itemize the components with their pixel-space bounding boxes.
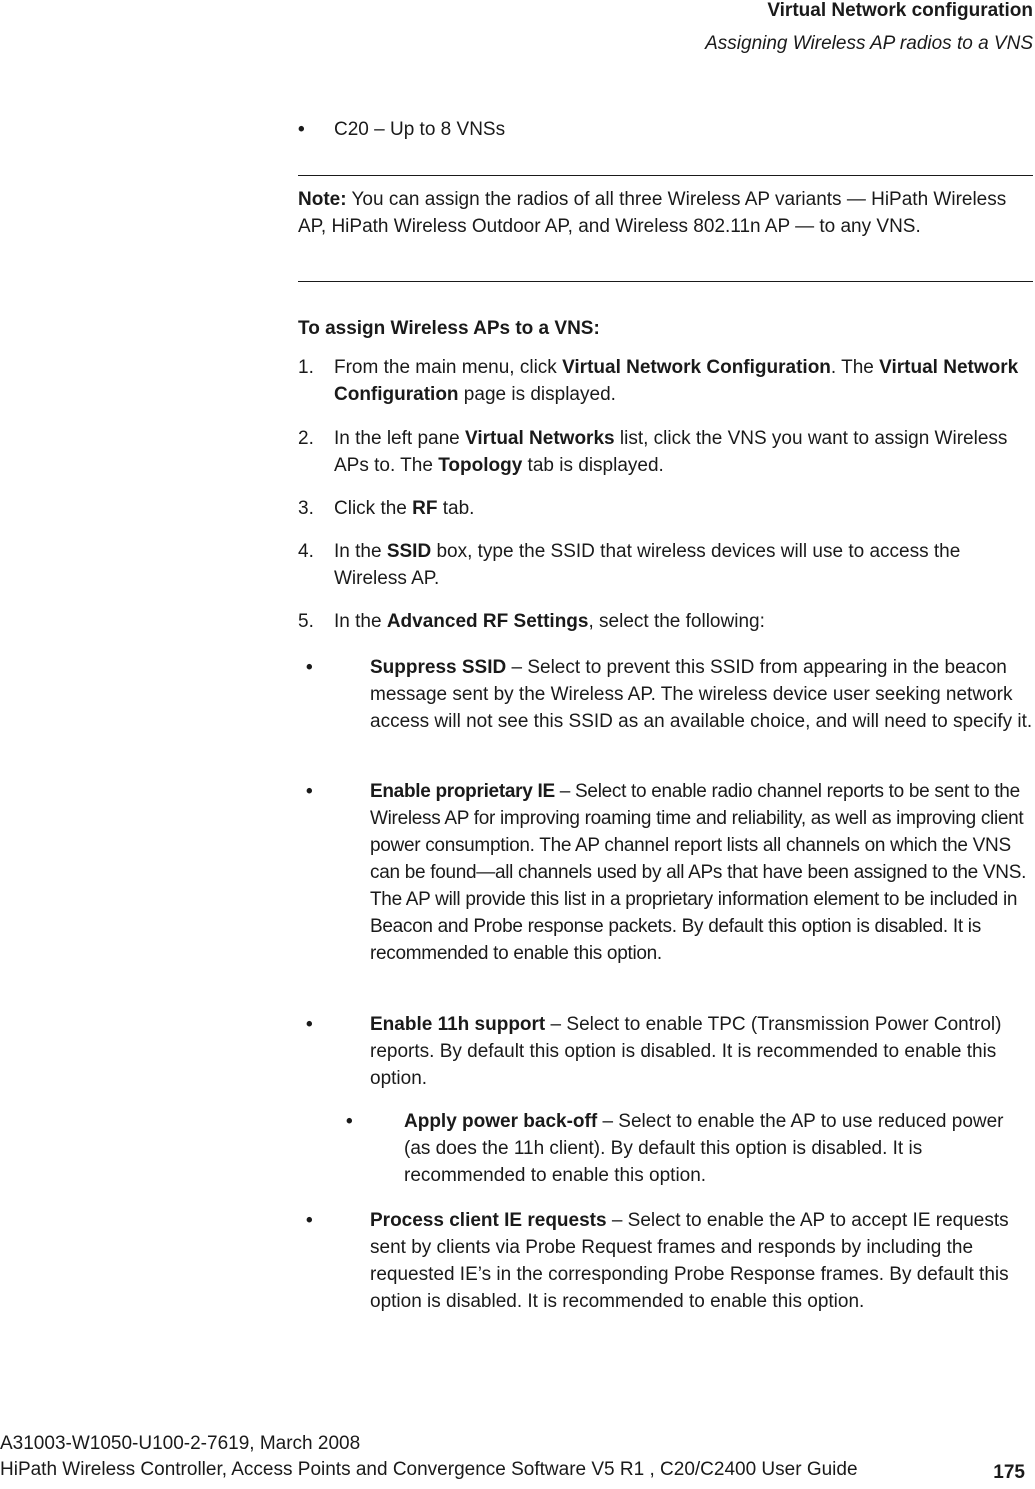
option-item: • Suppress SSID – Select to prevent this SSID from appearing in the beacon message sent by the Wireless AP. The wireless device user seeking network access will not see this SSID as an available choice, and will need to specify it.	[298, 654, 1033, 735]
bullet-icon: •	[306, 657, 313, 678]
footer-title: HiPath Wireless Controller, Access Points and Convergence Software V5 R1 , C20/C2400 User Guide	[0, 1459, 858, 1480]
ui-term: Virtual Network Configuration	[562, 357, 831, 378]
bullet-icon: •	[306, 1014, 313, 1035]
note-text: You can assign the radios of all three Wireless AP variants — HiPath Wireless AP, HiPath Wireless Outdoor AP, and Wireless 802.11n AP — to any VNS.	[298, 189, 1007, 237]
step-number: 5.	[298, 611, 314, 632]
step-item: 2. In the left pane Virtual Networks list, click the VNS you want to assign Wireless APs to. The Topology tab is displayed.	[298, 425, 1033, 479]
option-label: Process client IE requests	[370, 1210, 607, 1231]
ui-term: Topology	[438, 455, 523, 476]
step-number: 4.	[298, 541, 314, 562]
note-top-rule	[298, 175, 1033, 176]
option-label: Apply power back-off	[404, 1111, 598, 1132]
step-number: 3.	[298, 498, 314, 519]
procedure-title: To assign Wireless APs to a VNS:	[298, 318, 600, 339]
running-header-title: Virtual Network configuration	[767, 0, 1033, 21]
option-label: Suppress SSID	[370, 657, 507, 678]
note-bottom-rule	[298, 281, 1033, 282]
bullet-icon: •	[346, 1111, 353, 1132]
step-number: 2.	[298, 428, 314, 449]
page-number: 175	[993, 1462, 1025, 1483]
step-item: 1. From the main menu, click Virtual Network Configuration. The Virtual Network Configuration page is displayed.	[298, 354, 1033, 408]
step-item: 4. In the SSID box, type the SSID that wireless devices will use to access the Wireless AP.	[298, 538, 1033, 592]
ui-term: Virtual Network Configuration	[334, 357, 1019, 405]
step-item: 3. Click the RF tab.	[298, 495, 1033, 522]
note-label: Note:	[298, 189, 347, 210]
ui-term: RF	[412, 498, 438, 519]
ui-term: Virtual Networks	[465, 428, 615, 449]
footer-doc-id: A31003-W1050-U100-2-7619, March 2008	[0, 1433, 361, 1454]
option-item: • Apply power back-off – Select to enable the AP to use reduced power (as does the 11h client). By default this option is disabled. It is recommended to enable this option.	[298, 1108, 1033, 1189]
option-label: Enable 11h support	[370, 1014, 546, 1035]
list-item-text: C20 – Up to 8 VNSs	[334, 119, 506, 140]
ui-term: SSID	[386, 541, 432, 562]
bullet-icon: •	[298, 119, 305, 140]
option-item: • Process client IE requests – Select to enable the AP to accept IE requests sent by clients via Probe Request frames and responds by including the requested IE’s in the corresponding Probe Response frames. By default this option is disabled. It is recommended to enable this option.	[298, 1207, 1033, 1315]
option-label: Enable proprietary IE	[370, 781, 555, 802]
bullet-icon: •	[306, 781, 313, 802]
step-item: 5. In the Advanced RF Settings, select the following:	[298, 608, 1033, 635]
step-number: 1.	[298, 357, 314, 378]
ui-term: Advanced RF Settings	[386, 611, 589, 632]
bullet-icon: •	[306, 1210, 313, 1231]
option-item: • Enable proprietary IE – Select to enable radio channel reports to be sent to the Wireless AP for improving roaming time and reliability, as well as improving client power consumption. The AP channel report lists all channels on which the VNS can be found—all channels used by all APs that have been assigned to the VNS. The AP will provide this list in a proprietary information element to be included in Beacon and Probe response packets. By default this option is disabled. It is recommended to enable this option.	[298, 778, 1033, 967]
option-item: • Enable 11h support – Select to enable TPC (Transmission Power Control) reports. By default this option is disabled. It is recommended to enable this option.	[298, 1011, 1033, 1092]
running-header-subtitle: Assigning Wireless AP radios to a VNS	[705, 33, 1033, 54]
note-block	[298, 186, 1033, 240]
